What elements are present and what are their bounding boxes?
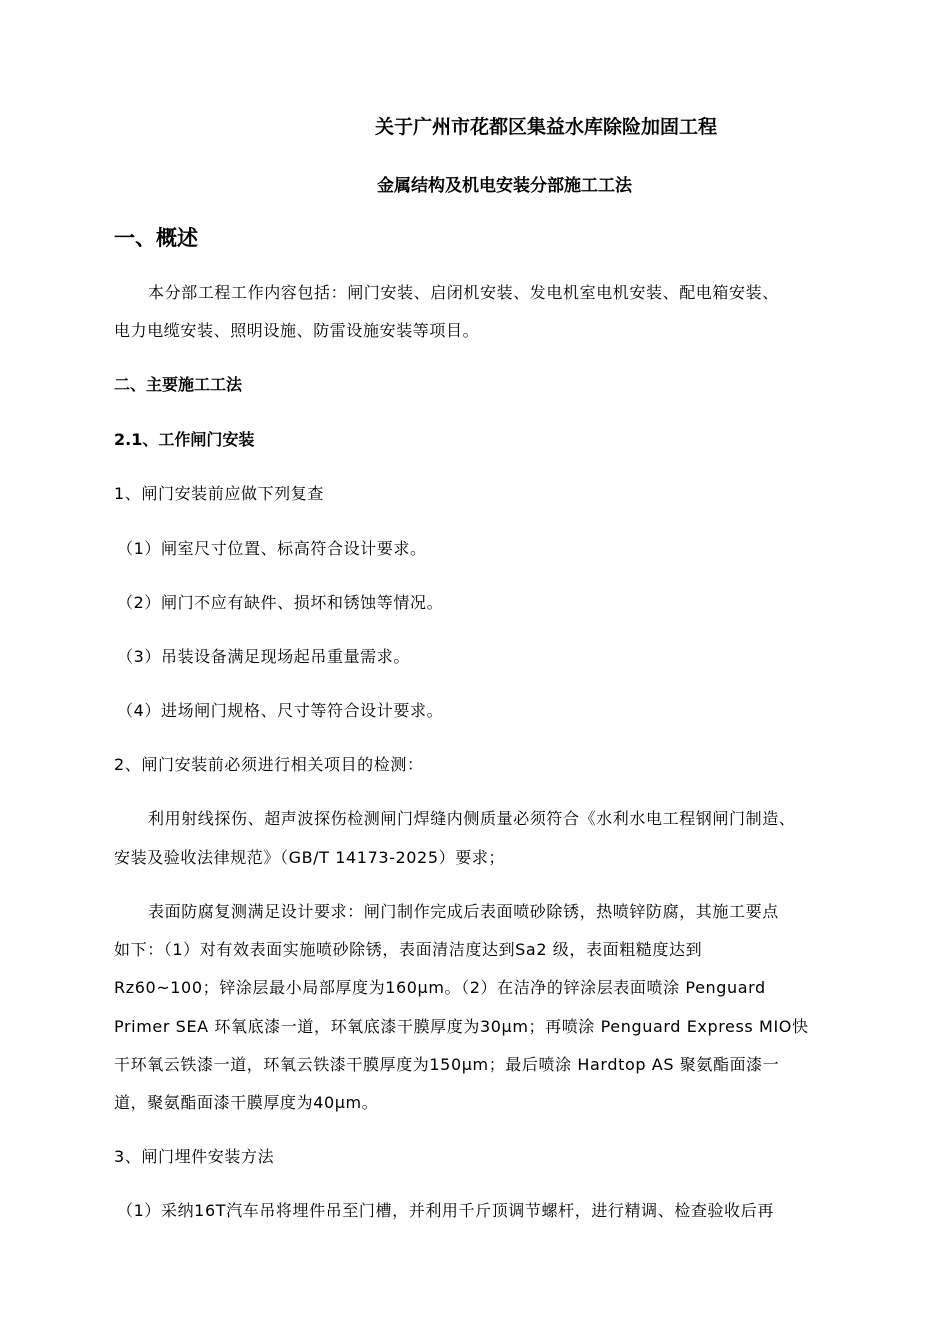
inspection-line-2: 安装及验收法律规范》（GB/T 14173-2025）要求；	[114, 848, 506, 867]
section-2-heading: 二、主要施工工法	[114, 375, 243, 394]
coating-line-3: Rz60~100；锌涂层最小局部厚度为160μm。（2）在洁净的锌涂层表面喷涂 Penguard	[114, 978, 766, 997]
check-item-4: （4）进场闸门规格、尺寸等符合设计要求。	[117, 701, 444, 720]
coating-line-2: 如下：（1）对有效表面实施喷砂除锈，表面清洁度达到Sa2 级，表面粗糙度达到	[114, 940, 703, 959]
check-item-2: （2）闸门不应有缺件、损坏和锈蚀等情况。	[117, 593, 444, 612]
coating-line-5: 干环氧云铁漆一道，环氧云铁漆干膜厚度为150μm；最后喷涂 Hardtop AS 聚氨酯面漆一	[114, 1055, 780, 1074]
inspection-line-1: 利用射线探伤、超声波探伤检测闸门焊缝内侧质量必须符合《水利水电工程钢闸门制造、	[148, 809, 796, 828]
check-item-3: （3）吊装设备满足现场起吊重量需求。	[117, 647, 410, 666]
title-line-2: 金属结构及机电安装分部施工工法	[377, 176, 632, 196]
section-1-paragraph-line-1: 本分部工程工作内容包括：闸门安装、启闭机安装、发电机室电机安装、配电箱安装、	[148, 283, 779, 302]
check-item-1: （1）闸室尺寸位置、标高符合设计要求。	[117, 539, 427, 558]
step-2: 2、闸门安装前必须进行相关项目的检测：	[114, 755, 424, 774]
coating-line-1: 表面防腐复测满足设计要求：闸门制作完成后表面喷砂除锈，热喷锌防腐，其施工要点	[148, 902, 779, 921]
coating-line-4: Primer SEA 环氧底漆一道，环氧底漆干膜厚度为30μm；再喷涂 Penguard Express MIO快	[114, 1017, 809, 1036]
step-1: 1、闸门安装前应做下列复查	[114, 484, 324, 503]
coating-line-6: 道，聚氨酯面漆干膜厚度为40μm。	[114, 1093, 379, 1112]
subsection-2-1-heading: 2.1、工作闸门安装	[114, 430, 255, 449]
section-1-paragraph-line-2: 电力电缆安装、照明设施、防雷设施安装等项目。	[114, 321, 480, 340]
section-1-heading: 一、概述	[114, 225, 198, 250]
embed-line-1: （1）采纳16T汽车吊将埋件吊至门槽，并利用千斤顶调节螺杆，进行精调、检查验收后再	[117, 1201, 774, 1220]
step-3: 3、闸门埋件安装方法	[114, 1147, 275, 1166]
title-line-1: 关于广州市花都区集益水库除险加固工程	[375, 116, 718, 138]
